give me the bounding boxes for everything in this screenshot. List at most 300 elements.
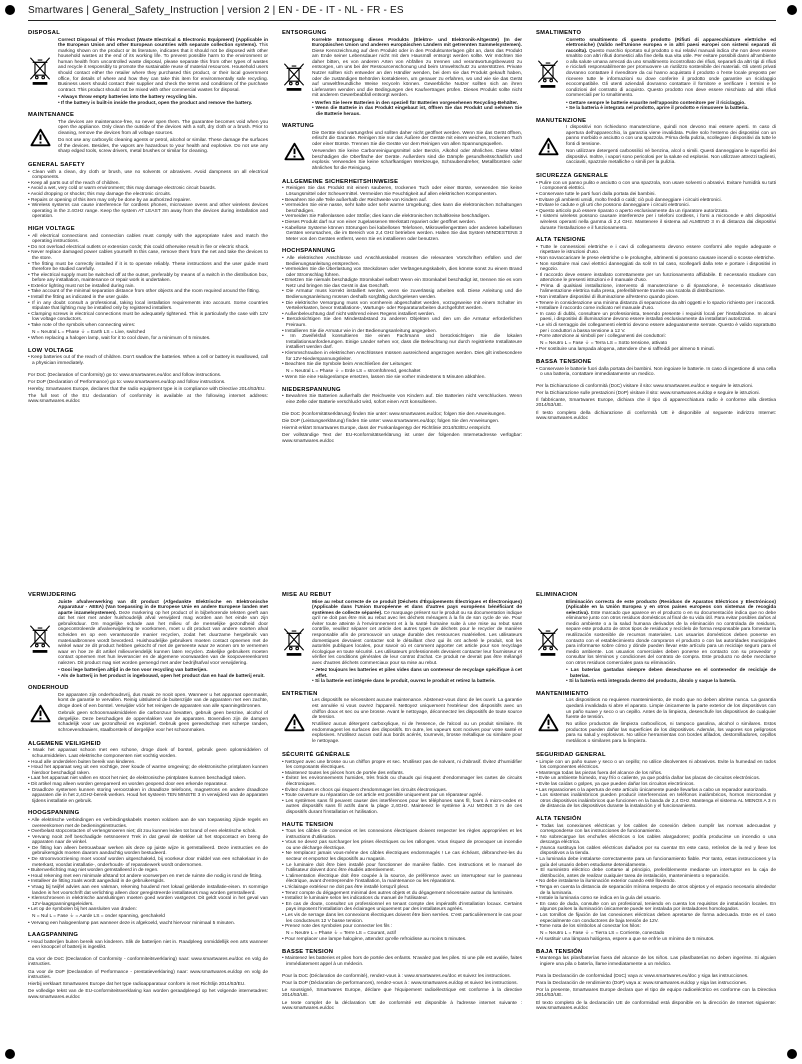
section-text: [536, 245, 776, 353]
section-seguridad-general: [536, 752, 776, 810]
paragraph: Por la presente, Smartwares Europe declara que el tipo de equipo radioeléctrico es conforme con la Directiva 2014/53/UE.: [536, 987, 776, 999]
section-declarations: [282, 412, 522, 444]
bullet-item: • Exterior lighting must not be installed during rain.: [28, 283, 135, 289]
bullet-item-bold: • Als de batterij in het product is ingebouwd, open het product dan en haal de batterij eruit.: [58, 673, 265, 679]
bullet-item: • Tutte le connessioni elettriche e i cavi di collegamento devono essere conformi alle regole adeguate e rispettare le istruzioni d'uso.: [536, 244, 776, 256]
section-body: [282, 829, 522, 943]
bullet-item: • Overbelast stopcontacten of verlengsnoeren niet; dit zou kunnen leiden tot brand of een elektrische schok.: [28, 829, 257, 835]
section-title: ENTRETIEN: [282, 690, 318, 697]
paragraph: Hereby, Smartwares Europe, declares that the radio equipment type is in compliance with Directive 2014/53/EU.: [28, 386, 266, 392]
section-allgemeine-sicherheitshinweise: [282, 179, 522, 242]
paragraph: Il testo completo della dichiarazione di conformità UE è disponibile al seguente indirizzo Internet: www.smartwares.eu/doc: [536, 410, 776, 422]
section-hoogspanning: [28, 810, 268, 926]
bullet-item: • Keep all parts out of the reach of children.: [28, 180, 120, 186]
section-niederspannung: [282, 387, 522, 406]
section-text: [58, 120, 268, 157]
column-3: [536, 30, 776, 1050]
paragraph: No utilice productos de limpieza carboxílicos, ni tampoco gasolina, alcohol o similares. Estos productos pueden dañar las superficies de los dispositivos. Además, los vapores son peligrosos para su salud y explosivos. No utilice herramientas con bordes afilados, destornilladores, cepillos metálicos o similares para la limpieza.: [566, 722, 776, 745]
paragraph: Le soussigné, Smartwares Europe, déclare que l'équipement radioélectrique est conforme à la directive 2014/53/UE.: [282, 987, 522, 999]
bullet-item: • Beachten Sie die Symbole beim Anschließen der Leitungen:: [282, 362, 413, 368]
bullet-item: • Laat het apparaat niet vallen en stoot het niet; de elektronische printplaten kunnen beschadigd raken.: [28, 776, 246, 782]
weee-bin-icon: [536, 59, 560, 90]
bullet-item: • Vermeiden Sie die Überlastung von Steckdosen oder Verlängerungskabeln, dies könnte sonst zu einem Brand oder Stromschlag führen.: [282, 267, 522, 278]
bullet-item: • Never replace damaged power cables yourself! In this case, remove them from the net and take the devices to the store.: [28, 250, 268, 261]
paragraph: Der vollständige Text der EU-Konformitätserklärung ist unter der folgenden Internetadresse verfügbar: www.smartwares.eu/doc: [282, 432, 522, 444]
bullet-item: • Al sustituir una lámpara halógena, espere a que se enfríe un mínimo de 5 minutos.: [536, 937, 715, 943]
section-body: [282, 760, 522, 816]
section-text: [282, 829, 522, 943]
column-1: [28, 30, 268, 1050]
paragraph: Les dispositifs ne nécessitent aucune maintenance. Abstenez-vous donc de les ouvrir. La garantie est annulée si vous ouvrez l'appareil. Nettoyez uniquement l'extérieur des dispositifs avec un chiffon doux et sec ou une brosse. Avant le nettoyage, déconnectez les dispositifs de toute source de tension.: [312, 698, 522, 721]
bullet-item-bold: • Si la batterie est intégrée dans le produit, ouvrez le produit et retirez la batterie.: [312, 679, 496, 685]
bullet-item: • Pour remplacer une lampe halogène, attendez qu'elle refroidisse au moins 5 minutes.: [282, 937, 467, 943]
bullet-item: • Maak het apparaat schoon met een schone, droge doek of borstel, gebruik geen oplosmiddelen of schuurmiddelen. Laat elektrische componenten niet vochtig worden.: [28, 748, 268, 760]
paragraph: The devices are maintenance-free, so never open them. The guarantee becomes void when you open the appliance. Only clean the outside of the devices with a soft, dry cloth or a brush. Prior to cleaning, remove the devices from all voltage sources.: [58, 119, 268, 136]
bullet-item: • Do not overload electrical outlets or extension cords; this could otherwise result in fire or electric shock.: [28, 244, 250, 250]
bullet-item: • Houd batterijen buiten bereik van kinderen. Slik de batterijen niet in. Raadpleeg onmiddellijk een arts wanneer een knoopcel of batterij is ingeslikt.: [28, 939, 268, 951]
bullet-item: • Les systèmes sans fil peuvent causer des interférences pour les téléphones sans fil, fours à micro-ondes et autres dispositifs sans fil actifs dans la plage 2,4GHz. Maintenez le système à AU MOINS 3 m de ces dispositifs durant l'installation et l'utilisation.: [282, 798, 522, 815]
bullet-item: • El suministro eléctrico debe cortarse al principio, preferiblemente mediante un interruptor en la caja de distribución, antes de realizar cualquier tarea de instalación, mantenimiento o reparación.: [536, 868, 776, 879]
section-body: [536, 181, 776, 231]
wire-symbol-legend: N = Neutral L = Phase ⏚ = Erde LS = stromführend, geschaltet: [286, 368, 421, 374]
section-text: [28, 940, 268, 951]
warning-triangle-icon: [536, 137, 560, 156]
bullet-item: • Bewahren Sie Batterien außerhalb der Reichweite von Kindern auf. Die Batterien nicht verschlucken. Wenn eine Zelle oder Batterie verschluckt wird, sofort einen Arzt konsultieren.: [282, 394, 522, 406]
section-body: [536, 125, 776, 167]
bullet-item: • De stroomvoorziening moet vooraf worden uitgeschakeld, bij voorkeur door middel van een schakelaar in de meterkast, voordat installatie-, onderhouds- of reparatiewerk wordt ondernomen.: [28, 857, 268, 868]
section-text: [566, 38, 776, 112]
paragraph: N'utilisez aucun détergent carboxylique, ni de l'essence, de l'alcool ou un produit similaire. Ils endommagent les surfaces des dispositifs. En outre, les vapeurs sont nocives pour votre santé et explosives. N'utilisez aucun outil aux bords acérés, tournevis, brosse métallique ou similaire pour le nettoyage.: [312, 722, 522, 745]
section-text: [282, 760, 522, 816]
bullet-item: • Die elektrische Versorgung muss von vornherein abgeschaltet werden, vorzugsweise mit einem Schalter im Verteilerkasten, bevor Installations-, Wartungs- oder Reparaturarbeiten durchgeführt werden.: [282, 300, 522, 312]
section-body: [282, 600, 522, 685]
bullet-item: • Houd alle onderdelen buiten bereik van kinderen.: [28, 759, 136, 765]
bullet-item: • Limpie con un paño suave y seco o un cepillo; no utilice disolventes ni abrasivos. Evite la humedad en todos los componentes eléctricos.: [536, 759, 776, 771]
section-text: [282, 974, 522, 1012]
bullet-item: • En cas de doute, consultez un professionnel en tenant compte des impératifs d'installation locaux. Certains pays imposent l'installation des éclairages uniquement par des installateurs agréés.: [282, 901, 522, 913]
section-title: ALLGEMEINE SICHERHEITSHINWEISE: [282, 178, 399, 185]
bullet-item-bold: • Gooi lege batterijen altijd in de ton voor recycling van batterijen.: [58, 668, 208, 674]
section-text: [536, 824, 776, 943]
section-body: [282, 412, 522, 444]
registration-mark: [5, 5, 15, 15]
section-text: [566, 698, 776, 746]
bullet-item-bold: • Las baterías gastadas siempre deben desecharse en el contenedor de reciclaje de baterías.: [566, 668, 776, 679]
section-body: [28, 38, 268, 107]
bullet-item: • Conservare le batterie fuori dalla portata dei bambini. Non ingoiare le batterie. In caso di ingestione di una cella o una batteria, contattare immediatamente un medico.: [536, 366, 776, 378]
document-title: Smartwares | General_Safety_Instruction | version 2 | EN - DE - IT - NL - FR - ES: [28, 5, 404, 16]
bullet-item: • Mantenga las pilas/baterías fuera del alcance de los niños. Las pilas/baterías no deben ingerirse. Si alguien ingiere una pila o batería, llame inmediatamente a un médico.: [536, 956, 776, 968]
section-title: DISPOSAL: [28, 30, 61, 36]
section-body: [282, 956, 522, 967]
weee-bin-icon: [536, 627, 560, 658]
section-disposal: [28, 30, 268, 106]
section-title: ELIMINACIÓN: [536, 592, 578, 598]
bullet-item: • Porre attenzione ai simboli per i collegamenti dei conduttori:: [536, 334, 666, 340]
section-body: [28, 818, 268, 926]
bullet-item-bold: • Werfen Sie leere Batterien in den speziell für Batterien vorgesehenen Recycling-Behälter.: [312, 100, 519, 106]
bullet-item: • ¡Nunca sustituya los cables eléctricos dañados por su cuenta! En este caso, retírelos de la red y lleve los dispositivos a la tienda.: [536, 845, 776, 857]
section-title: MISE AU REBUT: [282, 592, 332, 598]
warning-triangle-icon: [282, 713, 306, 732]
paragraph: The full text of the EU declaration of conformity is available at the following internet address: www.smartwares.eu/doc: [28, 393, 268, 405]
section-body: [536, 760, 776, 810]
lang-block-de: [282, 30, 522, 592]
bullet-item: • Vermeiden Sie eine nasse, sehr kalte oder sehr warme Umgebung; dies kann die elektronischen Schaltungen beschädigen.: [282, 203, 522, 214]
section-baja-tensi-n: [536, 949, 776, 968]
bullet-item: • Bewahren Sie alle Teile außerhalb der Reichweite von Kindern auf.: [282, 197, 428, 203]
section-body: [536, 600, 776, 685]
section-title: SEGURIDAD GENERAL: [536, 752, 606, 759]
column-2: [282, 30, 522, 1050]
bullet-item: • Installeer de fitting zoals wordt aangeduid in de gebruikersgids.: [28, 879, 165, 885]
bullet-item: • When replacing a halogen lamp, wait for it to cool down, for a minimum of 5 minutes.: [28, 336, 211, 342]
section-declarations: [28, 957, 268, 1001]
section-body: [282, 698, 522, 746]
section-verwijdering: [28, 592, 268, 679]
section-text: [536, 760, 776, 810]
section-body: [28, 373, 268, 405]
bullet-item: • Vervang nooit zelf beschadigde netsnoeren! Trek in dat geval de stekker uit het stopcontact en breng de apparaten naar de winkel.: [28, 834, 268, 846]
bullet-item: • Installez le luminaire selon les indications du manuel de l'utilisateur.: [282, 896, 429, 902]
bullet-item: • Le viti di serraggio dei collegamenti elettrici devono essere adeguatamente serrate. Questo è valido soprattutto per i conduttori a bassa tensione a 12 V.: [536, 323, 776, 334]
bullet-item: • Instale la luminaria como se indica en la guía del usuario.: [536, 896, 661, 902]
section-entretien: [282, 691, 522, 746]
bullet-item: • No debe instalarse la iluminación exterior cuando esté lloviendo.: [536, 879, 676, 885]
section-body: [28, 940, 268, 951]
bullet-item: • Vraag bij twijfel advies aan een vakman, rekening houdend met lokaal geldende installatie-eisen. In sommige landen is het voorschrift dat verlichting alleen door geregistreerde installateurs mag worden geïnstalleerd.: [28, 885, 268, 896]
paragraph: El texto completo de la declaración UE de conformidad está disponible en la dirección de Internet siguiente: www.smartwares.eu/doc: [536, 1000, 776, 1012]
weee-bin-icon: [28, 624, 52, 655]
bullet-item: • Kabellose Systeme können Störungen bei kabellosen Telefonen, Mikrowellengeräten oder anderen kabellosen Geräten verursachen, die im Bereich von 2,4 GHz betrieben werden. Halten Sie das System MINDESTENS 3 Meter von den Geräten entfernt, wenn Sie es installieren oder benutzen.: [282, 225, 522, 242]
bullet-item: • I sistemi wireless possono causare interferenze per i telefoni cordless, i forni a microonde e altri dispositivi wireless operanti nella gamma di 2,4 GHz. Mantenere il sistema ad ALMENO 3 m di distanza dai dispositivi durante l'installazione e il funzionamento.: [536, 214, 776, 231]
bullet-item: • Clamping screws in electrical connections must be adequately tightened. This is particularly the case with 12V low voltage conductors.: [28, 311, 268, 323]
bullet-item: • Los tornillos de fijación de las conexiones eléctricas deben apretarse de forma adecuada. Este es el caso especialmente con conductores de baja tensión de 12V.: [536, 913, 776, 924]
section-text: [312, 698, 522, 746]
bullet-item: • Evitare gli ambienti umidi, molto freddi o caldi; ciò può danneggiare i circuiti elettronici.: [536, 197, 722, 203]
bullet-item: • Évitez chutes et chocs qui risquent d'endommager les circuits électroniques.: [282, 787, 447, 793]
section-title: SICUREZZA GENERALE: [536, 173, 609, 180]
wire-symbol-legend: N = Neutral L = Phase ⏚ = Earth LS = Live, switched: [32, 329, 146, 335]
section-text: [536, 956, 776, 967]
section-body: [28, 600, 268, 680]
section-title: ALTA TENSIÓN: [536, 816, 582, 822]
bullet-item: • Los sistemas inalámbricos pueden producir interferencias en teléfonos inalámbricos, hornos microondas y otros dispositivos inalámbricos que funcionen en la banda de 2,4 GHz. Mantenga el sistema AL MENOS A 3 m de distancia de los dispositivos durante la instalación y el funcionamiento.: [536, 793, 776, 810]
wire-symbol-legend: N = Neutre L = Phase ⏚ = Terre LS = Courant, actif: [286, 930, 396, 936]
bullet-item: • Die Armatur muss korrekt installiert werden, wenn sie zuverlässig arbeiten soll. Diese Anleitung und die Bedienungsanleitung müssen deshalb sorgfältig durchgelesen werden.: [282, 289, 522, 301]
paragraph: Corretto smaltimento di questo prodotto (Rifiuti di apparecchiature elettriche ed elettroniche) (Valido nell'Unione europea e in altri paesi europei con sistemi separati di raccolta). Questo marchio riportato sul prodotto o sui relativi manuali indica che non deve essere smaltito con altri rifiuti domestici alla fine della sua vita utile. Per evitare possibili danni all'ambiente o alla salute umana arrecati da uno smaltimento incontrollato dei rifiuti, separarli da altri tipi di rifiuti e riciclarli responsabilmente per promuovere un riutilizzo sostenibile dei materiali. Gli utenti privati dovranno contattare il rivenditore da cui hanno acquistato il prodotto o l'ente locale preposto per ricevere tutte le informazioni su dove conferire il prodotto onde garantire un riciclaggio ecocompatibile. Gli utenti aziendali dovranno contattare il fornitore e verificare i termini e le condizioni del contratto di acquisto. Questo prodotto non deve essere mischiato ad altri rifiuti commerciali per lo smaltimento.: [566, 37, 776, 99]
bullet-item: • Clean with a clean, dry cloth or brush, use no solvents or abrasives. Avoid dampness on all electrical components.: [28, 169, 268, 181]
section-body: [28, 355, 268, 366]
bullet-item: • Les vis de serrage dans les connexions électriques doivent être bien serrées. C'est particulièrement le cas pour les conducteurs 12 V basse tension.: [282, 913, 522, 924]
bullet-item: • Non installare dispositivi di illuminazione all'esterno quando piove.: [536, 295, 680, 301]
lang-block-es: [536, 592, 776, 1050]
bullet-item: • Tenere in considerazione una minima distanza di separazione da altri oggetti e lo spazio richiesto per i raccordi.: [536, 300, 776, 306]
section-mise-au-rebut: [282, 592, 522, 685]
bullet-item: • Nettoyez avec une brosse ou un chiffon propre et sec. N'utilisez pas de solvant, ni d'abrasif. Évitez d'humidifier les composants électriques.: [282, 759, 522, 771]
registration-mark: [5, 1049, 15, 1059]
paragraph: Non utilizzare detergenti carbossilici né benzina, alcol o simili. Questi danneggiano le superfici dei dispositivi. Inoltre, i vapori sono pericolosi per la salute ed esplosivi. Non utilizzare attrezzi taglienti, cacciaviti, spazzole metalliche o simili per la pulizia.: [566, 149, 776, 166]
paragraph: Hierbij verklaart Smartwares Europe dat het type radioapparatuur conform is met Richtlijn 2014/53/EU.: [28, 982, 246, 988]
bullet-item: • The electrical supply must be switched off at the outset, preferably by means of a switch in the distribution box, before any installation, maintenance or repair work is undertaken.: [28, 272, 268, 284]
bullet-item: • Houd het apparaat weg uit een vochtige, zeer koude of warme omgeving; de elektronische printplaten kunnen hierdoor beschadigd raken.: [28, 765, 268, 776]
section-text: [28, 355, 268, 366]
section-title: ALGEMENE VEILIGHEID: [28, 740, 102, 747]
paragraph: Die DoC (Konformitätserklärung) finden Sie unter: www.smartwares.eu/doc; folgen Sie den Anweisungen.: [282, 411, 506, 417]
section-text: [58, 693, 268, 735]
bullet-item-bold: • Se la batteria è integrata nel prodotto, aprire il prodotto e rimuovere la batteria.: [566, 106, 749, 112]
paragraph: Hiermit erklärt Smartwares Europe, dass der Funkanlagentyp der Richtlinie 2014/53/EU entspricht.: [282, 425, 492, 431]
section-general-safety: [28, 162, 268, 220]
section-laagspanning: [28, 932, 268, 951]
bullet-item: • Repairs or opening of this item may only be done by an authorized repairer.: [28, 197, 192, 203]
paragraph: Pour la DoC (Déclaration de conformité), rendez-vous à : www.smartwares.eu/doc et suivez les instructions.: [282, 973, 512, 979]
registration-mark: [787, 1049, 797, 1059]
section-text: [28, 957, 268, 1001]
bullet-item: • If in any doubt consult a professional, taking local installation requirements into account. Some countries stipulate that lighting may be installed only by registered installers.: [28, 300, 268, 312]
bullet-item: • Alle elektrische verbindingen en verbindingskabels moeten voldoen aan de van toepassing zijnde regels en overeenkomen met de bedieningsinstructies.: [28, 817, 268, 829]
bullet-item: • Questo articolo può essere riparato o aperto esclusivamente da un riparatore autorizzato.: [536, 208, 729, 214]
section-text: [282, 256, 522, 381]
section-title: MAINTENANCE: [28, 112, 75, 119]
section-text: [58, 600, 268, 680]
weee-bin-icon: [28, 56, 52, 87]
section-text: [536, 974, 776, 1012]
section-alta-tensione: [536, 237, 776, 353]
section-text: [536, 367, 776, 378]
section-body: [282, 186, 522, 242]
bullet-item: • Maintenez toutes les pièces hors de portée des enfants.: [282, 770, 404, 776]
section-title: NIEDERSPANNUNG: [282, 386, 341, 393]
section-declarations: [536, 384, 776, 422]
section-body: [282, 974, 522, 1012]
bullet-item-bold: • Gettare sempre le batterie esaurite nell'apposito contenitore per il riciclaggio.: [566, 100, 746, 106]
section-maintenance: [28, 112, 268, 156]
bullet-item: • Berücksichtigen Sie den Mindestabstand zu anderen Objekten und den um die Armatur erforderlichen Freiraum.: [282, 317, 522, 329]
bullet-item: • Draadloze systemen kunnen storing veroorzaken in draadloze telefoons, magnetrons en andere draadloze apparaten die in het 2,4GHz-bereik werken. Houd het systeem TEN MINSTE 3 m verwijderd van de apparaten tijdens installatie en gebruik.: [28, 787, 268, 804]
section-text: [312, 600, 522, 685]
section-title: MANTENIMIENTO: [536, 690, 589, 697]
lang-block-it: [536, 30, 776, 592]
section-wartung: [282, 123, 522, 173]
bullet-item: • Dit artikel mag alleen worden gerepareerd en worden geopend door een erkende reparateur.: [28, 782, 228, 788]
paragraph: Ga voor de DoP (Declaration of Performance - prestatieverklaring) naar: www.smartwares.eu/dop en volg de instructies.: [28, 969, 268, 981]
paragraph: Do not use any carboxylic cleaning agents or petrol, alcohol or similar. These damage the surfaces of the devices. Besides, the vapors are hazardous to your health and explosive. Do not use any sharp edged tools, screw drivers, metal brushes or similar for cleaning.: [58, 137, 268, 155]
paragraph: De volledige tekst van de EU-conformiteitsverklaring kan worden geraadpleegd op het volgende internetadres: www.smartwares.eu/doc: [28, 989, 268, 1000]
bullet-item: • Ersetzen Sie niemals beschädigte Stromkabel selbst! Wenn ein Stromkabel beschädigt ist, trennen Sie es vom Netz und bringen Sie das Gerät in das Geschäft.: [282, 278, 522, 289]
section-alta-tensi-n: [536, 816, 776, 943]
bullet-item: • Toute ouverture ou réparation de cet article est possible uniquement par un réparateur agréé.: [282, 793, 483, 799]
section-eliminaci-n: [536, 592, 776, 685]
paragraph: For DoC (Declaration of Conformity) go to: www.smartwares.eu/doc and follow instructions.: [28, 372, 222, 378]
bullet-item: • Pulire con un panno pulito e asciutto o con una spazzola, non usare solventi o abrasivi. Evitare l'umidità su tutti i componenti elettrici.: [536, 180, 776, 192]
bullet-item: • Todas las conexiones eléctricas y los cables de conexión deben cumplir las normas adecuadas y corresponderse con las instrucciones de funcionamiento.: [536, 823, 776, 835]
paragraph: Gebruik geen schoonmaakmiddelen die carbonzuur bevatten, gebruik geen benzine, alcohol of dergelijke. Deze beschadigen de oppervlakken van de apparaten. Bovendien zijn de dampen schadelijk voor uw gezondheid en explosief. Gebruik geen gereedschap met scherpe randen, schroevendraaiers, staalborstels of dergelijke voor het schoonmaken.: [58, 711, 268, 733]
paragraph: Pour la DoP (Déclaration de performances), rendez-vous à : www.smartwares.eu/dop et suivez les instructions.: [282, 980, 518, 986]
paragraph: De apparaten zijn onderhoudsvrij, dus maak ze nooit open. Wanneer u het apparaat openmaakt, komt de garantie te vervallen. Reinig uitsluitend de buitenzijde van de apparaten met een zachte, droge doek of een borstel. Verwijder vóór het reinigen de apparaten van alle spanningsbronnen.: [58, 692, 268, 709]
paragraph: Per la Dichiarazione di conformità (DoC) visitare il sito: www.smartwares.eu/doc e seguire le istruzioni.: [536, 383, 754, 389]
warning-triangle-icon: [28, 704, 52, 723]
bullet-item: • Tenez compte du dégagement minimal des autres objets et du dégagement nécessaire autour du luminaire.: [282, 890, 514, 896]
paragraph: Para la Declaración de conformidad (DoC) vaya a: www.smartwares.eu/doc y siga las instrucciones.: [536, 973, 749, 979]
bullet-item: • Reinigen Sie das Produkt mit einem sauberen, trockenen Tuch oder einer Bürste, verwenden Sie keine Lösungsmittel oder Scheuermittel. Vermeiden Sie Feuchtigkeit auf allen elektrischen Komponenten.: [282, 186, 522, 198]
bullet-item: • Non sovraccaricare le prese elettriche o le prolunghe, altrimenti si possono causare incendi o scosse elettriche.: [536, 255, 775, 261]
bullet-item: • Vervang een halogeenlamp pas wanneer deze is afgekoeld, wacht hiervoor minimaal 5 minuten.: [28, 920, 236, 926]
bullet-item: • Evitare le cadute e gli urti che possono danneggiare i circuiti elettronici.: [536, 203, 690, 209]
bullet-item: • Non sostituire mai cavi elettrici danneggiati da soli! In tal caso, scollegarli dalla rete e portare i dispositivi in negozio.: [536, 261, 776, 273]
section-haute-tension: [282, 822, 522, 943]
bullet-item: • Außenbeleuchtung darf nicht während eines Regens installiert werden.: [282, 311, 436, 317]
bullet-item: • Il raccordo deve essere installato correttamente per un funzionamento affidabile. È necessario studiare con attenzione le presenti istruzioni e il manuale d'uso.: [536, 272, 776, 284]
section-text: [282, 956, 522, 967]
bullet-item: • Évitez les environnements humides, très froids ou chauds qui risquent d'endommager les cartes de circuits électroniques.: [282, 776, 522, 788]
section-high-voltage: [28, 226, 268, 342]
bullet-item: • Installieren Sie die Armatur wie in der Bedienungsanleitung angegeben.: [282, 328, 438, 334]
section-text: [566, 600, 776, 685]
section-title: SMALTIMENTO: [536, 30, 582, 36]
registration-mark: [787, 5, 797, 15]
paragraph: Die Geräte sind wartungsfrei und sollten daher nicht geöffnet werden. Wenn Sie das Gerät öffnen, erlischt die Garantie. Reinigen Sie nur das Äußere der Geräte mit einem weichen, trockenen Tuch oder einer Bürste. Trennen Sie die Geräte vor dem Reinigen von allen Spannungsquellen.: [312, 130, 522, 147]
section-text: [312, 131, 522, 173]
bullet-item: • La luminaria debe instalarse correctamente para un funcionamiento fiable. Por tanto, estas instrucciones y la guía del usuario deben estudiarse detenidamente.: [536, 857, 776, 868]
paragraph: Il fabbricante, Smartwares Europe, dichiara che il tipo di apparecchiatura radio è conforme alla direttiva 2014/53/UE.: [536, 397, 776, 409]
document-header: [28, 5, 404, 16]
section-body: [28, 693, 268, 735]
bullet-item: • Install the fitting as indicated in the user guide.: [28, 295, 130, 301]
bullet-item: • Take account of the minimal separation distance from other objects and the room required around the fitting.: [28, 289, 260, 295]
section-body: [28, 234, 268, 342]
content-columns: [28, 30, 776, 1050]
bullet-item-bold: • Always throw empty batteries into the battery recycling bin.: [58, 94, 197, 100]
bullet-item: • Dieses Produkt darf nur von einer zugelassenen Werkstatt repariert oder geöffnet werden.: [282, 220, 477, 226]
bullet-item-bold: • Wenn die Batterie in das Produkt eingebaut ist, öffnen Sie das Produkt und nehmen Sie die Batterie heraus.: [312, 106, 522, 117]
bullet-item: • Vermeiden Sie Fallenlassen oder Stöße; dies kann die elektronischen Schaltkreise beschädigen.: [282, 214, 491, 220]
section-text: [312, 38, 522, 118]
bullet-item: • En caso de duda, consulte con un profesional, teniendo en cuenta los requisitos de instalación locales. En algunos países la iluminación únicamente puede ser instalada por instaladores homologados.: [536, 901, 776, 913]
warning-triangle-icon: [282, 142, 306, 161]
section-low-voltage: [28, 348, 268, 367]
section-body: [282, 256, 522, 381]
section-body: [28, 957, 268, 1001]
section-onderhoud: [28, 685, 268, 735]
bullet-item: • Houd rekening met een minimale afstand tot andere voorwerpen en met de ruimte die nodig is rond de fitting.: [28, 873, 263, 879]
section-body: [536, 245, 776, 353]
paragraph: Le texte complet de la déclaration UE de conformité est disponible à l'adresse internet suivante : www.smartwares.eu/doc: [282, 1000, 522, 1012]
bullet-item: • Tous les câbles de connexion et les connexions électriques doivent respecter les règles appropriées et les instructions d'utilisation.: [282, 829, 522, 840]
paragraph: Los dispositivos no requieren mantenimiento, de modo que no deben abrirse nunca. La garantía quedará invalidada si abre el aparato. Limpie únicamente la parte exterior de los dispositivos con un paño suave y seco o un cepillo. Antes de la limpieza, desenchufe los dispositivos de cualquier fuente de tensión.: [566, 698, 776, 721]
section-bassa-tensione: [536, 359, 776, 378]
bullet-item: • Mantenga todas las piezas fuera del alcance de los niños.: [536, 770, 663, 776]
paragraph: I dispositivi non richiedono manutenzione, quindi non devono mai essere aperti. In caso di apertura dell'apparecchio, la garanzia viene invalidata. Pulire solo l'esterno dei dispositivi con un panno morbido e asciutto o con una spazzola. Prima della pulizia, scollegare i dispositivi da tutte le fonti di tensione.: [566, 125, 776, 147]
section-text: [28, 748, 268, 804]
section-text: [536, 384, 776, 422]
bullet-item: • Take note of the symbols when connecting wires:: [28, 323, 136, 329]
section-body: [536, 956, 776, 967]
section-entsorgung: [282, 30, 522, 117]
bullet-item: • Prima di qualsiasi installazione, intervento di manutenzione o di riparazione, è necessario disattivare l'alimentazione elettrica sulla presa, preferibilmente tramite una scatola di distribuzione.: [536, 283, 776, 295]
bullet-item: • In caso di dubbi, consultare un professionista, tenendo presente i requisiti locali per l'installazione. In alcuni paesi, i dispositivi di illuminazione devono essere installati esclusivamente da installatori autorizzati.: [536, 311, 776, 323]
bullet-item: • Wenn Sie eine Halogenlampe ersetzen, lassen Sie sie vorher mindestens 5 Minuten abkühlen.: [282, 375, 486, 381]
section-title: HIGH VOLTAGE: [28, 226, 75, 233]
wire-symbol-legend: N = Neutro L = Fase ⏚ = Tierra LS = Corriente, conectado: [540, 930, 665, 936]
bullet-item: • Installare il raccordo come indicato nel manuale d'uso.: [536, 306, 655, 312]
section-sicurezza-generale: [536, 173, 776, 231]
bullet-item: • Keep batteries out of the reach of children. Don't swallow the batteries. When a cell or battery is swallowed, call a physician immediately.: [28, 355, 268, 366]
section-text: [28, 373, 268, 405]
paragraph: For DoP (Declaration of Performance) go to: www.smartwares.eu/dop and follow instructions.: [28, 379, 226, 385]
bullet-item: • The fitting must be correctly installed if it is to operate reliably. These instructions and the user guide must therefore be studied carefully.: [28, 261, 268, 273]
bullet-item: • Evite las caídas o golpes, ya que pueden dañar los circuitos electrónicos.: [536, 782, 695, 788]
paragraph: Correct Disposal of This Product (Waste Electrical & Electronic Equipment) (Applicable in the European Union and other European countries with separate collection systems). This marking shown on the product or its literature, indicates that it should not be disposed with other household wastes at the end of its working life. To prevent possible harm to the environment or human health from uncontrolled waste disposal, please separate this from other types of wastes and recycle it responsibly to promote the sustainable reuse of material resources. Household users should contact either the retailer where they purchased this product, or their local government office, for details of where and how they can take this item for environmentally safe recycling. Business users should contact their supplier and check the terms and conditions of the purchase contract. This product should not be mixed with other commercial wastes for disposal.: [58, 37, 268, 93]
warning-triangle-icon: [28, 128, 52, 147]
paragraph: Eliminación correcta de este producto (Residuos de Aparatos Eléctricos y Electrónicos) (Aplicable en la Unión Europea y en otros países europeos con sistemas de recogida selectiva). Este marcado que aparece en el producto o en su documentación indica que no debe eliminarse junto con otros residuos domésticos al final de su vida útil. Para evitar posibles daños al medio ambiente o a la salud humana derivados de la eliminación no controlada de residuos, separe este producto de otros tipos de residuos y recíclelo de forma responsable para fomentar la reutilización sostenible de recursos materiales. Los usuarios domésticos deben ponerse en contacto con el establecimiento donde compraron el producto o con las autoridades municipales para informarse sobre cómo y dónde pueden llevar este artículo para un reciclaje seguro para el medio ambiente. Los usuarios comerciales deben ponerse en contacto con su proveedor y consultar los términos y condiciones del contrato de compra. Este producto no debe mezclarse con otros residuos comerciales para su eliminación.: [566, 599, 776, 667]
section-title: MANUTENZIONE: [536, 117, 587, 124]
bullet-item: • No sobrecargue los enchufes eléctricos o los cables alargadores; podría producirse un incendio o una descarga eléctrica.: [536, 834, 776, 846]
weee-bin-icon: [282, 627, 306, 658]
paragraph-lead: Eliminación correcta de este producto (Residuos de Aparatos Eléctricos y Electrónicos) (Aplicable en la Unión Europea y en otros países europeos con sistemas de recogida selectiva).: [566, 599, 776, 616]
section-title: VERWIJDERING: [28, 592, 77, 598]
bullet-item: • Le luminaire doit être bien installé pour fonctionner de manière fiable. Ces instructions et le manuel de l'utilisateur doivent donc être étudiés attentivement.: [282, 862, 522, 874]
paragraph: Juiste afvalverwerking van dit product (Afgedankte Elektrische en Elektronische Apparatuur - AEEA) (Van toepassing in de Europese Unie en andere Europese landen met aparte inzamelsystemen). Deze markering op het product of in bijbehorende teksten geeft aan dat het niet met ander huishoudelijk afval verwijderd mag worden aan het einde van zijn gebruiksduur. Om mogelijke schade aan het milieu of de menselijke gezondheid door ongecontroleerde afvalverwijdering te voorkomen, moet u dit product van andere soorten afval scheiden en op een verantwoorde manier recyclen, zodat het duurzame hergebruik van materiaalbronnen wordt bevorderd. Huishoudelijke gebruikers moeten contact opnemen met de winkel waar ze dit product hebben gekocht of met de gemeente waar ze wonen om te vernemen waar en hoe ze dit artikel milieuvriendelijk kunnen laten recyclen. Zakelijke gebruikers moeten contact opnemen met hun leverancier en de algemene voorwaarden van de koopovereenkomst nalezen. Dit product mag niet worden gemengd met ander bedrijfsafval voor verwijdering.: [58, 599, 268, 667]
section-text: [58, 38, 268, 107]
bullet-item: • Buitenverlichting mag niet worden geïnstalleerd in de regen.: [28, 868, 159, 874]
section-text: [282, 186, 522, 242]
bullet-item: • L'éclairage extérieur ne doit pas être installé lorsqu'il pleut.: [282, 885, 410, 891]
section-algemene-veiligheid: [28, 741, 268, 804]
bullet-item: • Tome nota de los símbolos al conectar los hilos:: [536, 924, 641, 930]
section-text: [282, 412, 522, 444]
section-title: LAAGSPANNING: [28, 932, 79, 939]
section-title: ONDERHOUD: [28, 685, 69, 692]
section-body: [536, 974, 776, 1012]
wire-symbol-legend: N = Neutro L = Fase ⏚ = Terra LS = Sotto tensione, attivato: [540, 340, 668, 346]
paragraph: Die DoP (Leistungserklärung) finden Sie unter: www.smartwares.eu/dop; folgen Sie den Anweisungen.: [282, 418, 500, 424]
section-title: WARTUNG: [282, 123, 315, 130]
section-hochspannung: [282, 248, 522, 381]
paragraph-lead: Corretto smaltimento di questo prodotto (Rifiuti di apparecchiature elettriche ed elettroniche) (Valido nell'Unione europea e in altri paesi europei con sistemi separati di raccolta).: [566, 37, 776, 54]
bullet-item: • Vous ne devez pas surcharger les prises électriques ou les rallonges. Vous risquez de provoquer un incendie ou une décharge électrique.: [282, 840, 522, 851]
weee-bin-icon: [282, 62, 306, 93]
paragraph: Korrekte Entsorgung dieses Produkts (Elektro- und Elektronik-Altgeräte) (In der Europäischen Union und anderen europäischen Ländern mit getrennten Sammelsystemen). Diese Kennzeichnung auf dem Produkt oder in den Produktunterlagen gibt an, dass das Produkt am Ende seiner Lebensdauer nicht mit dem Hausmüll entsorgt werden sollte. Wir möchten Sie daher bitten, es von anderen Arten von Abfällen zu trennen und verantwortungsbewusst zu entsorgen, um uns bei der Ressourcenschonung und beim Umweltschutz zu unterstützen. Private Nutzer sollten sich entweder an den Händler wenden, bei dem sie das Produkt gekauft haben, oder die zuständigen Behörden kontaktieren, um genauer zu erfahren, wo und wie sie das Gerät auf umweltfreundliche Weise recyceln können. Gewerbliche Nutzer sollten sich an ihren Lieferanten wenden und die Bedingungen des Kaufvertrages prüfen. Dieses Produkt sollte nicht mit anderem Gewerbeabfall entsorgt werden.: [312, 37, 522, 99]
section-body: [536, 384, 776, 422]
bullet-item: • Per sostituire una lampada alogena, attendere che si raffreddi per almeno 5 minuti.: [536, 347, 715, 353]
section-title: HAUTE TENSION: [282, 821, 334, 828]
bullet-item-bold: • If the battery is built-in inside the product, open the product and remove the battery.: [58, 100, 253, 106]
section-title: GENERAL SAFETY: [28, 162, 85, 169]
bullet-item: • De fitting kan alleen betrouwbaar werken als deze op juiste wijze is geïnstalleerd. Deze instructies en de gebruikersgids moeten daarom aandachtig worden bestudeerd.: [28, 845, 268, 857]
section-title: ENTSORGUNG: [282, 30, 327, 36]
section-body: [536, 698, 776, 746]
section-declarations: [282, 974, 522, 1012]
bullet-item-bold: • Si la batería está integrada dentro del producto, ábralo y saque la batería.: [566, 679, 737, 685]
paragraph: Verwenden Sie keine Carbonreinigungsmittel oder Benzin, Alkohol oder ähnliches. Diese Mittel beschädigen die Oberfläche der Geräte. Außerdem sind die Dämpfe gesundheitsschädlich und explosiv. Verwenden Sie keine scharfkantigen Werkzeuge, Schraubendreher, Metallbürsten oder ähnliches für die Reinigung.: [312, 149, 522, 171]
bullet-item: • All electrical connections and connection cables must comply with the appropriate rules and match the operating instructions.: [28, 233, 268, 245]
section-basse-tension: [282, 949, 522, 968]
section-title: ALTA TENSIONE: [536, 237, 586, 244]
section-declarations: [536, 974, 776, 1012]
paragraph: Mise au rebut correcte de ce produit (Déchets d'Équipements Électriques et Électroniques) (Applicable dans l'Union Européenne et dans d'autres pays européens bénéficiant de systèmes de collecte séparée). Ce marquage présent sur le produit ou sa documentation indique qu'il ne doit pas être mis au rebut avec les déchets ménagers à la fin de son cycle de vie. Pour éviter toute atteinte à l'environnement et à la santé humaine suite à une mise au rebut sans contrôle, veuillez séparer cet article des autres types de déchets pour le recycler de manière responsable afin de promouvoir un usage durable des ressources matérielles. Les utilisateurs domestiques devraient contacter soit le détaillant chez qui ils ont acheté le produit, soit les autorités publiques locales, pour savoir où et comment apporter cet article pour son recyclage écologique en toute sécurité. Les utilisateurs professionnels devraient contacter leur fournisseur et vérifier les conditions générales de leur contrat d'achat. Ce produit ne devrait pas être mélangé avec d'autres déchets commerciaux pour sa mise au rebut.: [312, 599, 522, 667]
bullet-item: • Prenez note des symboles pour connecter les fils :: [282, 924, 393, 930]
section-title: HOOGSPANNING: [28, 810, 80, 817]
section-body: [28, 170, 268, 220]
section-text: [566, 125, 776, 167]
section-body: [282, 131, 522, 173]
bullet-item: • Alle elektrischen Anschlüsse und Anschlusskabel müssen die relevanten Vorschriften erfüllen und der Bedienungsanleitung entsprechen.: [282, 255, 522, 267]
section-text: [28, 818, 268, 926]
bullet-item: • Let op de symbolen bij het aansluiten van draden:: [28, 907, 137, 913]
wire-symbol-legend: N = Nul L = Fase ⏚ = Aarde LS = onder spanning, geschakeld: [32, 914, 165, 919]
section-body: [282, 394, 522, 405]
